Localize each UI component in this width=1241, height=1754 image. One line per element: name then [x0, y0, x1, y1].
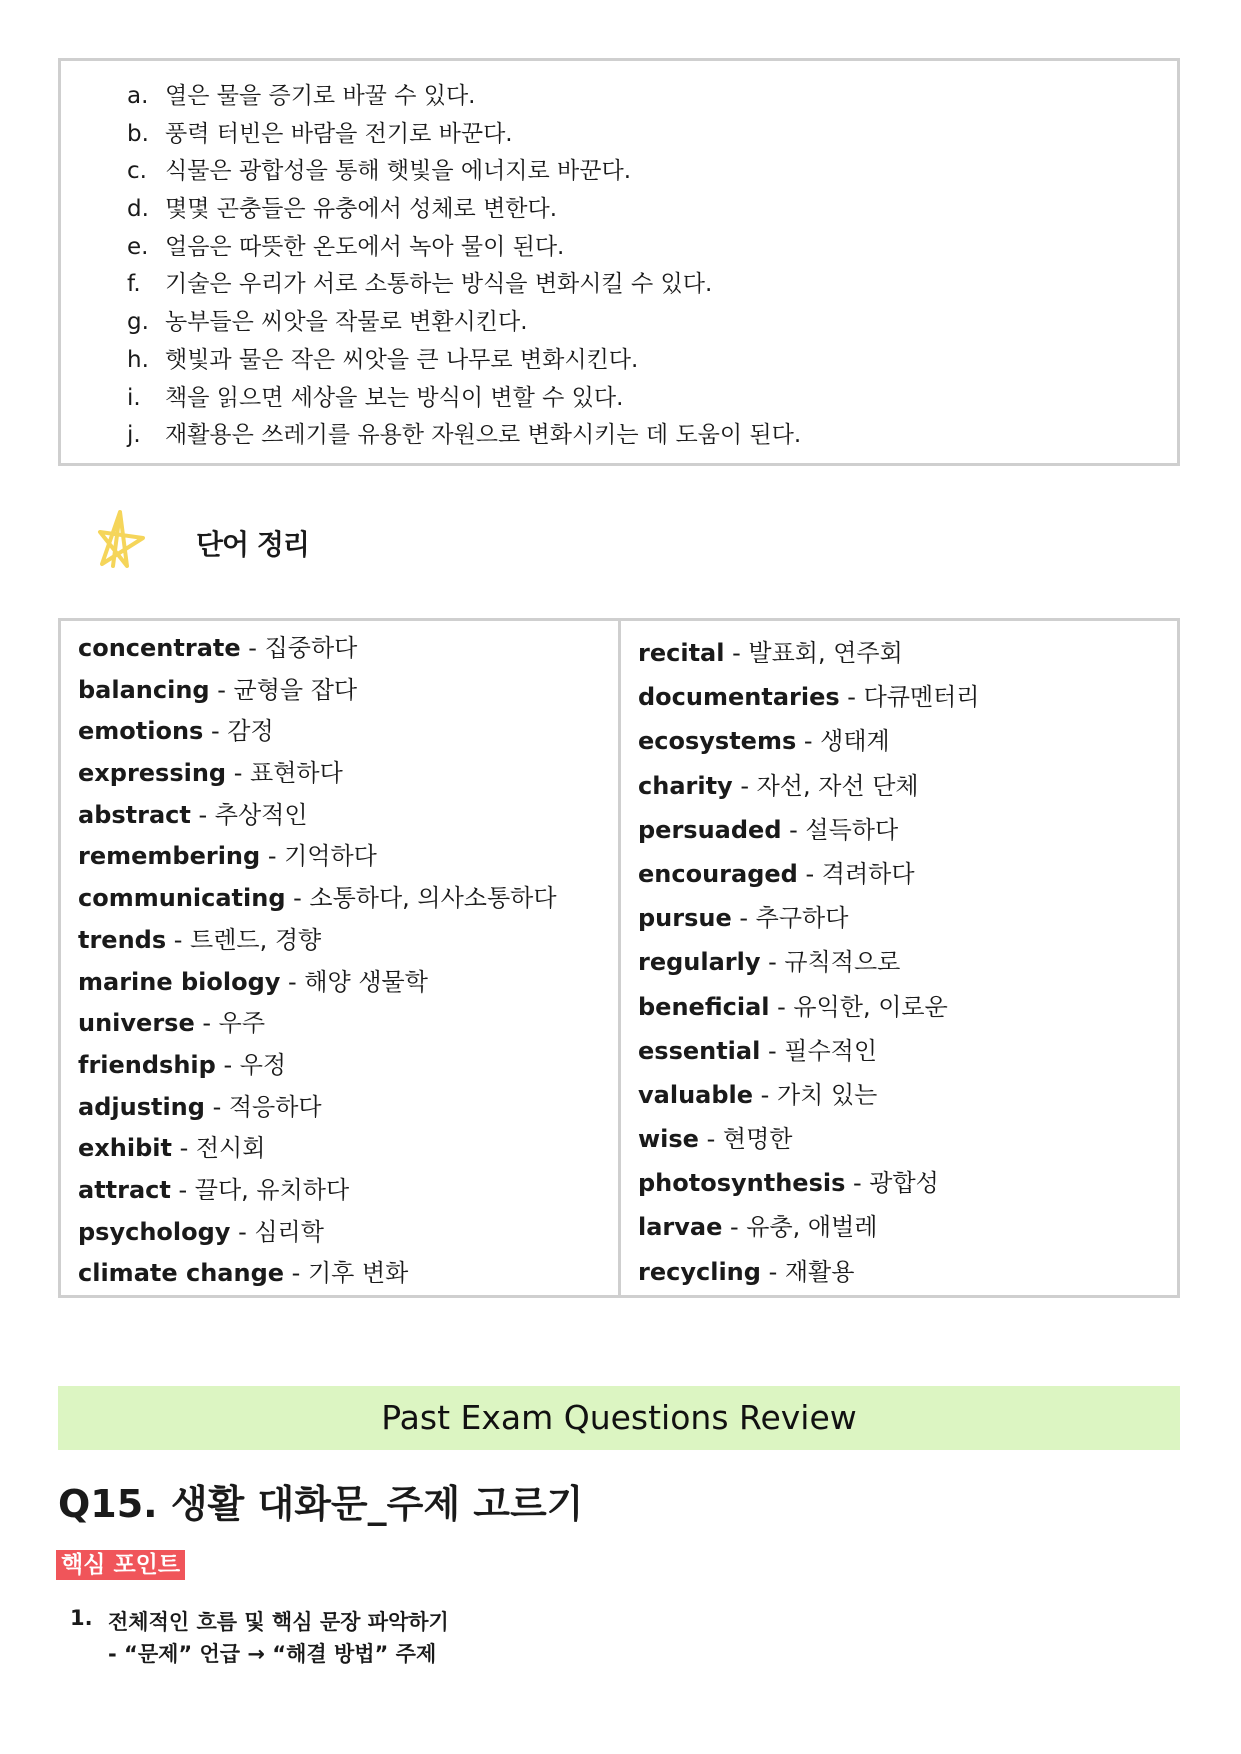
- exam-review-banner: Past Exam Questions Review: [58, 1386, 1180, 1450]
- sentence-label: j.: [127, 422, 141, 449]
- vocab-term: communicating: [78, 884, 286, 913]
- vocab-term: valuable: [638, 1080, 754, 1109]
- vocab-meaning: - 생태계: [796, 727, 890, 756]
- vocab-term: universe: [78, 1009, 195, 1038]
- vocab-meaning: - 추상적인: [190, 800, 308, 829]
- vocab-entry: [78, 1171, 618, 1213]
- sentence-item: [127, 417, 801, 455]
- vocab-entry: [638, 854, 1177, 898]
- vocab-meaning: - 다큐멘터리: [839, 683, 980, 712]
- vocab-entry: [78, 712, 618, 754]
- vocab-term: beneficial: [638, 992, 770, 1021]
- vocab-meaning: - 감정: [203, 717, 274, 746]
- vocab-meaning: - 발표회, 연주회: [724, 639, 903, 667]
- vocab-table: [58, 618, 1180, 1298]
- vocab-entry: [638, 721, 1177, 765]
- vocab-entry: [638, 987, 1177, 1031]
- vocab-term: remembering: [78, 842, 261, 871]
- vocab-term: marine biology: [78, 967, 281, 996]
- vocab-term: recycling: [638, 1257, 761, 1286]
- vocab-term: essential: [638, 1036, 761, 1065]
- sentence-label: e.: [127, 233, 149, 260]
- vocab-column-left: [61, 621, 621, 1295]
- sentence-item: [127, 304, 801, 342]
- vocab-term: emotions: [78, 717, 204, 746]
- sentence-item: [127, 153, 801, 191]
- vocab-meaning: - 우주: [194, 1009, 266, 1038]
- vocab-term: concentrate: [78, 634, 241, 662]
- vocab-entry: [638, 677, 1177, 721]
- vocab-entry: [638, 633, 1177, 677]
- vocab-term: psychology: [78, 1217, 231, 1246]
- sentence-item: [127, 78, 801, 116]
- vocab-entry: [78, 1213, 618, 1255]
- vocab-entry: [78, 879, 618, 921]
- vocab-term: ecosystems: [638, 727, 797, 756]
- sentence-text: 몇몇 곤충들은 유충에서 성체로 변한다.: [165, 196, 558, 223]
- vocab-term: pursue: [638, 904, 732, 933]
- vocab-entry: [78, 1129, 618, 1171]
- sentence-item: [127, 380, 801, 418]
- vocab-meaning: - 자선, 자선 단체: [732, 771, 919, 800]
- vocab-meaning: - 균형을 잡다: [209, 675, 358, 704]
- vocab-meaning: - 유익한, 이로운: [769, 992, 948, 1021]
- vocab-term: photosynthesis: [638, 1169, 846, 1198]
- vocab-entry: [78, 921, 618, 963]
- example-sentences-box: [58, 58, 1180, 466]
- vocab-term: wise: [638, 1125, 699, 1154]
- vocab-column-right: [621, 621, 1177, 1295]
- vocab-term: expressing: [78, 759, 227, 788]
- sentence-text: 농부들은 씨앗을 작물로 변환시킨다.: [165, 309, 528, 336]
- sentence-label: a.: [127, 83, 149, 109]
- sentence-text: 열은 물을 증기로 바꿀 수 있다.: [165, 83, 476, 109]
- vocab-term: abstract: [78, 800, 191, 829]
- vocab-entry: [78, 1004, 618, 1046]
- vocab-entry: [638, 1163, 1177, 1207]
- vocab-meaning: - 트렌드, 경향: [166, 925, 322, 954]
- sentence-text: 기술은 우리가 서로 소통하는 방식을 변화시킬 수 있다.: [165, 271, 713, 298]
- sentence-list: [127, 78, 801, 455]
- vocab-entry: [78, 796, 618, 838]
- vocab-meaning: - 설득하다: [781, 815, 899, 844]
- vocab-entry: [638, 942, 1177, 986]
- vocab-term: exhibit: [78, 1134, 172, 1163]
- sentence-label: f.: [127, 271, 141, 298]
- vocab-meaning: - 현명한: [698, 1125, 793, 1154]
- sentence-label: b.: [127, 120, 149, 147]
- vocab-meaning: - 소통하다, 의사소통하다: [285, 884, 557, 913]
- sentence-item: [127, 266, 801, 304]
- sentence-item: [127, 342, 801, 380]
- sentence-label: h.: [127, 346, 149, 373]
- vocab-entry: [78, 963, 618, 1005]
- vocab-meaning: - 가치 있는: [753, 1080, 878, 1109]
- vocab-entry: [78, 629, 618, 671]
- sentence-text: 풍력 터빈은 바람을 전기로 바꾼다.: [165, 120, 513, 147]
- sentence-text: 재활용은 쓰레기를 유용한 자원으로 변화시키는 데 도움이 된다.: [165, 422, 802, 449]
- vocab-meaning: - 심리학: [230, 1217, 324, 1246]
- vocab-meaning: - 우정: [215, 1050, 287, 1079]
- sentence-text: 식물은 광합성을 통해 햇빛을 에너지로 바꾼다.: [165, 158, 632, 185]
- vocab-meaning: - 기후 변화: [284, 1259, 409, 1288]
- vocab-entry: [638, 1075, 1177, 1119]
- vocab-meaning: - 집중하다: [240, 634, 358, 662]
- vocab-entry: [638, 898, 1177, 942]
- vocab-entry: [78, 671, 618, 713]
- vocab-meaning: - 전시회: [171, 1134, 266, 1163]
- sentence-label: c.: [127, 158, 147, 185]
- sentence-text: 햇빛과 물은 작은 씨앗을 큰 나무로 변화시킨다.: [165, 346, 639, 373]
- vocab-term: balancing: [78, 675, 210, 704]
- vocab-entry: [78, 1254, 618, 1296]
- vocab-term: recital: [638, 639, 725, 667]
- vocab-entry: [78, 837, 618, 879]
- key-point-badge: 핵심 포인트: [56, 1550, 185, 1580]
- vocab-term: trends: [78, 925, 167, 954]
- vocab-meaning: - 적응하다: [204, 1092, 322, 1121]
- vocab-entry: [78, 1088, 618, 1130]
- vocab-meaning: - 기억하다: [260, 842, 377, 871]
- point-text: 전체적인 흐름 및 핵심 문장 파악하기: [108, 1610, 449, 1634]
- sentence-label: i.: [127, 384, 141, 411]
- sentence-item: [127, 116, 801, 154]
- vocab-term: larvae: [638, 1213, 723, 1242]
- question-title: Q15. 생활 대화문_주제 고르기: [58, 1482, 584, 1526]
- sentence-label: g.: [127, 309, 149, 336]
- vocab-term: climate change: [78, 1259, 285, 1288]
- point-subtext: - “문제” 언급 → “해결 방법” 주제: [108, 1642, 437, 1666]
- vocab-entry: [638, 1031, 1177, 1075]
- vocab-meaning: - 해양 생물학: [280, 967, 428, 996]
- vocab-entry: [638, 1207, 1177, 1251]
- sentence-item: [127, 191, 801, 229]
- vocab-meaning: - 격려하다: [797, 859, 915, 888]
- vocab-entry: [638, 810, 1177, 854]
- vocab-entry: [638, 1119, 1177, 1163]
- vocab-term: documentaries: [638, 683, 840, 712]
- vocab-term: persuaded: [638, 815, 782, 844]
- vocab-entry: [638, 766, 1177, 810]
- vocab-title: 단어 정리: [196, 528, 309, 561]
- vocab-meaning: - 유충, 애벌레: [722, 1213, 878, 1242]
- vocab-meaning: - 재활용: [760, 1257, 855, 1286]
- vocab-term: encouraged: [638, 859, 798, 888]
- sentence-text: 얼음은 따뜻한 온도에서 녹아 물이 된다.: [165, 233, 565, 260]
- vocab-term: friendship: [78, 1050, 216, 1079]
- star-icon: [96, 508, 146, 576]
- sentence-label: d.: [127, 196, 149, 223]
- vocab-meaning: - 필수적인: [760, 1036, 877, 1065]
- vocab-meaning: - 규칙적으로: [760, 948, 901, 977]
- vocab-term: regularly: [638, 948, 761, 977]
- vocab-meaning: - 광합성: [845, 1169, 939, 1198]
- vocab-entry: [78, 754, 618, 796]
- point-number: 1.: [70, 1606, 93, 1630]
- vocab-term: charity: [638, 771, 733, 800]
- sentence-text: 책을 읽으면 세상을 보는 방식이 변할 수 있다.: [165, 384, 624, 411]
- vocab-meaning: - 추구하다: [731, 904, 849, 933]
- vocab-entry: [638, 1252, 1177, 1296]
- sentence-item: [127, 229, 801, 267]
- vocab-term: adjusting: [78, 1092, 205, 1121]
- vocab-meaning: - 표현하다: [226, 759, 343, 788]
- vocab-meaning: - 끌다, 유치하다: [170, 1175, 350, 1204]
- vocab-term: attract: [78, 1175, 171, 1204]
- vocab-entry: [78, 1046, 618, 1088]
